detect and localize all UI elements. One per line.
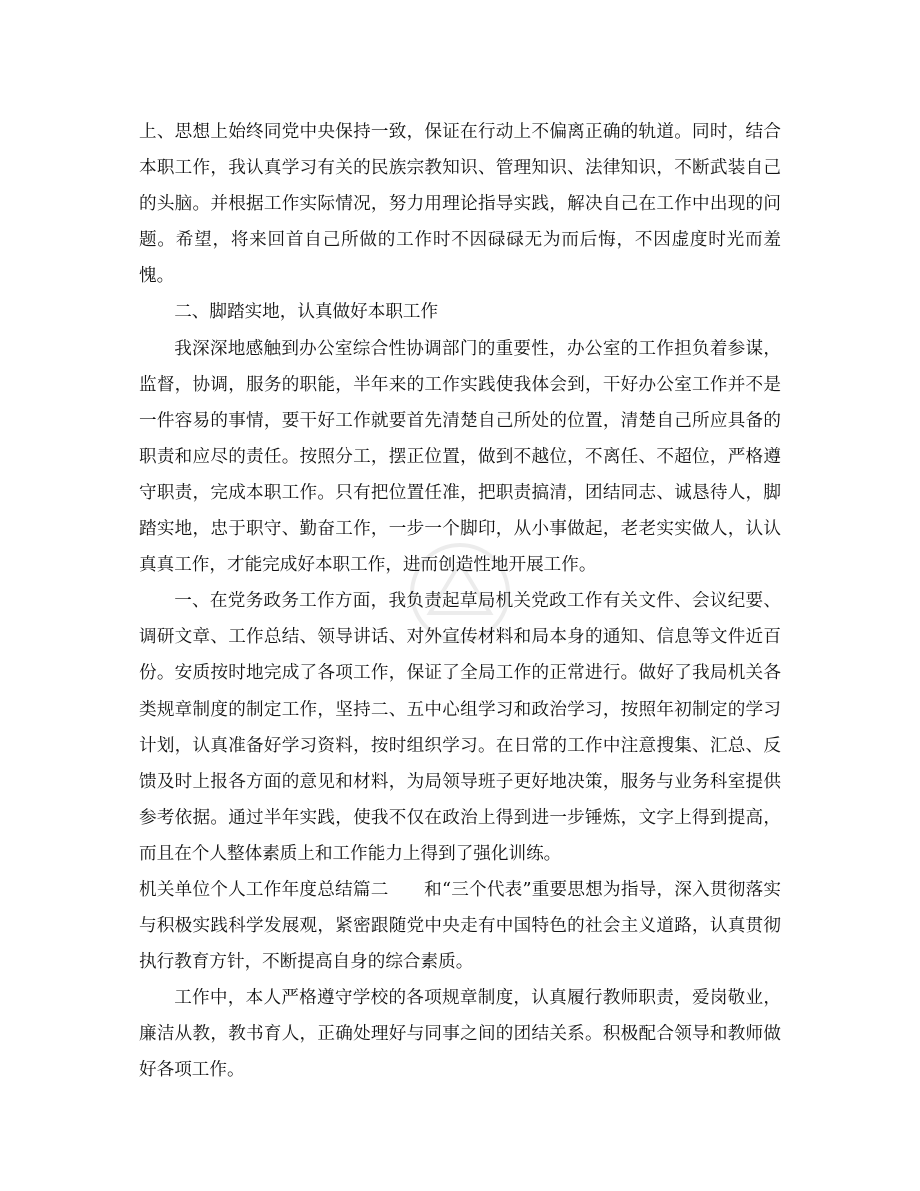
section-heading-two: 二、脚踏实地，认真做好本职工作: [174, 302, 439, 323]
paragraph-party-affairs: 一、在党务政务工作方面，我负责起草局机关党政工作有关文件、会议纪要、调研文章、工作总结、领导讲话、对外宣传材料和局本身的通知、信息等文件近百份。安质按时地完成了各项工作，保证了全局工作的正常进行。做好了我局机关各类规章制度的制定工作，坚持二、五中心组学习和政治学习，按照年初制定的学习计划，认真准备好学习资料，按时组织学习。在日常的工作中注意搜集、汇总、反馈及时上报各方面的意见和材料，为局领导班子更好地决策，服务与业务科室提供参考依据。通过半年实践，使我不仅在政治上得到进一步锤炼，文字上得到提高，而且在个人整体素质上和工作能力上得到了强化训练。: [139, 591, 781, 864]
paragraph-work-conduct: 工作中，本人严格遵守学校的各项规章制度，认真履行教师职责，爱岗敬业，廉洁从教，教书育人，正确处理好与同事之间的团结关系。积极配合领导和教师做好各项工作。: [139, 988, 781, 1081]
paragraph-continuation: 上、思想上始终同党中央保持一致，保证在行动上不偏离正确的轨道。同时，结合本职工作，我认真学习有关的民族宗教知识、管理知识、法律知识，不断武装自己的头脑。并根据工作实际情况，努力用理论指导实践，解决自己在工作中出现的问题。希望，将来回首自己所做的工作时不因碌碌无为而后悔，不因虚度时光而羞愧。: [139, 122, 781, 287]
paragraph-office-role: 我深深地感触到办公室综合性协调部门的重要性，办公室的工作担负着参谋，监督，协调，服务的职能，半年来的工作实践使我体会到，干好办公室工作并不是一件容易的事情，要干好工作就要首先清楚自己所处的位置，清楚自己所应具备的职责和应尽的责任。按照分工，摆正位置，做到不越位，不离任、不超位，严格遵守职责，完成本职工作。只有把位置任准，把职责搞清，团结同志、诚恳待人，脚踏实地，忠于职守、勤奋工作，一步一个脚印，从小事做起，老老实实做人，认认真真工作，才能完成好本职工作，进而创造性地开展工作。: [139, 338, 781, 576]
document-body: [139, 114, 781, 1089]
paragraph-part-two-start: 机关单位个人工作年度总结篇二 和“三个代表”重要思想为指导，深入贯彻落实与积极实践科学发展观，紧密跟随党中央走有中国特色的社会主义道路，认真贯彻执行教育方针，不断提高自身的综合素质。: [139, 879, 781, 973]
